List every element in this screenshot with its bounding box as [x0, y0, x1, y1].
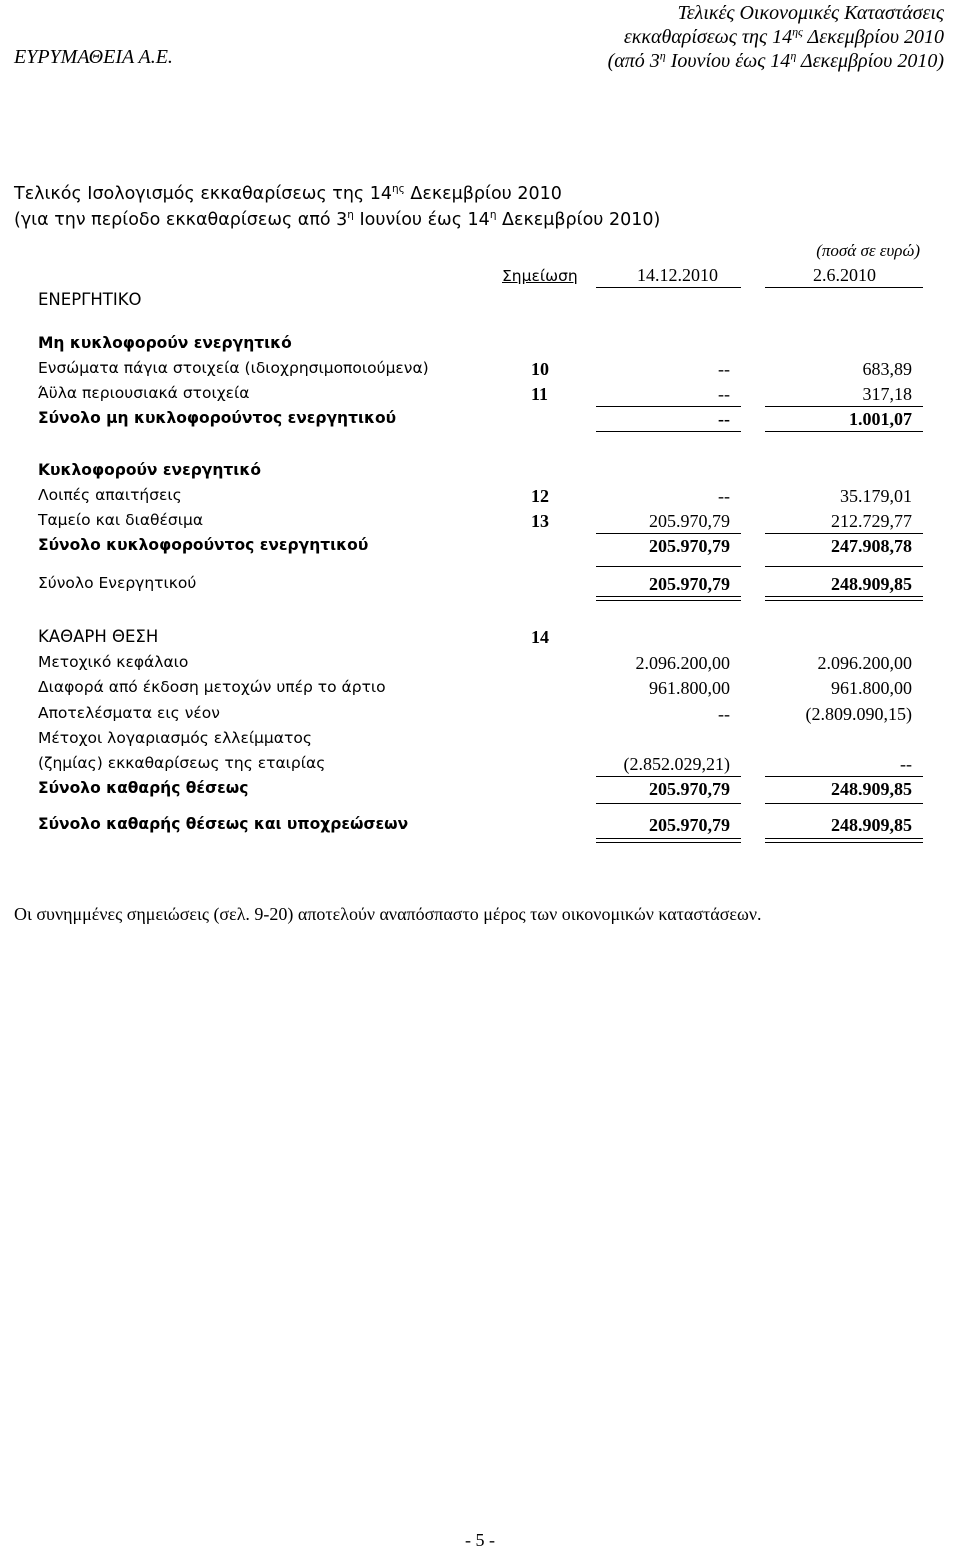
row-label: Σύνολο καθαρής θέσεως	[38, 779, 249, 797]
subtotal-rule	[596, 533, 741, 534]
row-label: Άϋλα περιουσιακά στοιχεία	[38, 384, 250, 402]
table-row	[0, 486, 960, 510]
subtotal-row	[0, 536, 960, 560]
row-value-prior: --	[900, 754, 912, 774]
document-title-line-2: (για την περίοδο εκκαθαρίσεως από $3^\eta$ Ιουνίου έως $14^\eta$ Δεκεμβρίου 2010)	[14, 209, 661, 230]
subtotal-rule	[596, 803, 741, 804]
row-label: (ζημίας) εκκαθαρίσεως της εταιρίας	[38, 754, 326, 772]
table-row	[0, 678, 960, 702]
row-value-current: 205.970,79	[649, 815, 730, 835]
subtotal-rule	[765, 406, 923, 407]
row-value-prior: 248.909,85	[831, 815, 912, 835]
double-rule	[765, 838, 923, 843]
subtotal-row	[0, 409, 960, 433]
subtotal-rule	[765, 776, 923, 777]
row-value-current: 2.096.200,00	[635, 653, 730, 673]
row-note: 10	[531, 359, 549, 379]
table-row	[0, 359, 960, 383]
table-row	[0, 704, 960, 728]
row-value-prior: 317,18	[862, 384, 912, 404]
subtotal-rule	[596, 566, 741, 567]
column-header-current: 14.12.2010	[637, 265, 718, 285]
company-name: ΕΥΡΥΜΑΘΕΙΑ Α.Ε.	[14, 46, 173, 68]
row-value-current: --	[718, 486, 730, 506]
table-row	[0, 384, 960, 408]
row-value-current: 205.970,79	[649, 536, 730, 556]
row-value-current: --	[718, 384, 730, 404]
double-rule	[765, 596, 923, 601]
subtotal-rule	[596, 431, 741, 432]
row-value-prior: 35.179,01	[840, 486, 912, 506]
header-line-1: Τελικές Οικονομικές Καταστάσεις	[677, 2, 944, 24]
row-label: Αποτελέσματα εις νέον	[38, 704, 220, 722]
row-value-prior: (2.809.090,15)	[805, 704, 912, 724]
subtotal-rule	[596, 776, 741, 777]
row-note: 14	[531, 627, 549, 647]
current-heading: Κυκλοφορούν ενεργητικό	[38, 461, 261, 479]
row-value-current: 205.970,79	[649, 511, 730, 531]
row-note: 13	[531, 511, 549, 531]
row-label: Διαφορά από έκδοση μετοχών υπέρ το άρτιο	[38, 678, 386, 696]
row-value-current: --	[718, 359, 730, 379]
row-note: 12	[531, 486, 549, 506]
page-number: - 5 -	[465, 1530, 495, 1550]
row-label: Λοιπές απαιτήσεις	[38, 486, 182, 504]
equity-heading: ΚΑΘΑΡΗ ΘΕΣΗ 14	[0, 627, 960, 651]
subtotal-rule	[765, 566, 923, 567]
double-rule	[596, 596, 741, 601]
row-label: Ενσώματα πάγια στοιχεία (ιδιοχρησιμοποιούμενα)	[38, 359, 429, 377]
equity-total-row	[0, 779, 960, 803]
row-value-prior: 2.096.200,00	[817, 653, 912, 673]
row-value-prior: 248.909,85	[831, 779, 912, 799]
row-label: Σύνολο κυκλοφορούντος ενεργητικού	[38, 536, 369, 554]
column-header-prior: 2.6.2010	[813, 265, 876, 285]
row-label: Μέτοχοι λογαριασμός ελλείμματος	[38, 729, 312, 747]
row-value-current: 205.970,79	[649, 779, 730, 799]
total-assets-row	[0, 574, 960, 598]
column-header-current-rule	[596, 287, 741, 288]
document-title-line-1: Τελικός Ισολογισμός εκκαθαρίσεως της $14^{\eta\varsigma}$ Δεκεμβρίου 2010	[14, 183, 562, 204]
row-value-current: --	[718, 704, 730, 724]
header-line-3: (από $3^\eta$ Ιουνίου έως $14^\eta$ Δεκεμβρίου 2010)	[607, 48, 944, 72]
table-row	[0, 511, 960, 535]
row-label: Σύνολο Ενεργητικού	[38, 574, 197, 592]
footnote: Οι συνημμένες σημειώσεις (σελ. 9-20) αποτελούν αναπόσπαστο μέρος των οικονομικών καταστάσεων.	[14, 904, 762, 924]
table-row	[0, 754, 960, 778]
section-assets: ΕΝΕΡΓΗΤΙΚΟ	[38, 290, 142, 309]
row-value-current: 961.800,00	[649, 678, 730, 698]
row-value-current: --	[718, 409, 730, 429]
row-value-prior: 212.729,77	[831, 511, 912, 531]
row-value-prior: 1.001,07	[849, 409, 912, 429]
row-label: Ταμείο και διαθέσιμα	[38, 511, 204, 529]
non-current-heading: Μη κυκλοφορούν ενεργητικό	[38, 334, 292, 352]
row-label: Μετοχικό κεφάλαιο	[38, 653, 189, 671]
row-label: Σύνολο μη κυκλοφορούντος ενεργητικού	[38, 409, 397, 427]
double-rule	[596, 838, 741, 843]
subtotal-rule	[765, 533, 923, 534]
row-value-prior: 247.908,78	[831, 536, 912, 556]
subtotal-rule	[596, 406, 741, 407]
subtotal-rule	[765, 431, 923, 432]
row-value-prior: 683,89	[862, 359, 912, 379]
column-header-prior-rule	[765, 287, 923, 288]
row-value-prior: 248.909,85	[831, 574, 912, 594]
row-note: 11	[531, 384, 549, 404]
total-equity-liabilities-row	[0, 815, 960, 839]
row-value-current: 205.970,79	[649, 574, 730, 594]
row-value-prior: 961.800,00	[831, 678, 912, 698]
currency-note: (ποσά σε ευρώ)	[816, 241, 920, 260]
row-value-current: (2.852.029,21)	[623, 754, 730, 774]
header-line-2: εκκαθαρίσεως της $14^{\eta\varsigma}$ Δεκεμβρίου 2010	[623, 24, 944, 48]
table-row	[0, 729, 960, 753]
note-column-header: Σημείωση	[502, 267, 578, 285]
subtotal-rule	[765, 803, 923, 804]
row-label: Σύνολο καθαρής θέσεως και υποχρεώσεων	[38, 815, 409, 833]
table-row	[0, 653, 960, 677]
